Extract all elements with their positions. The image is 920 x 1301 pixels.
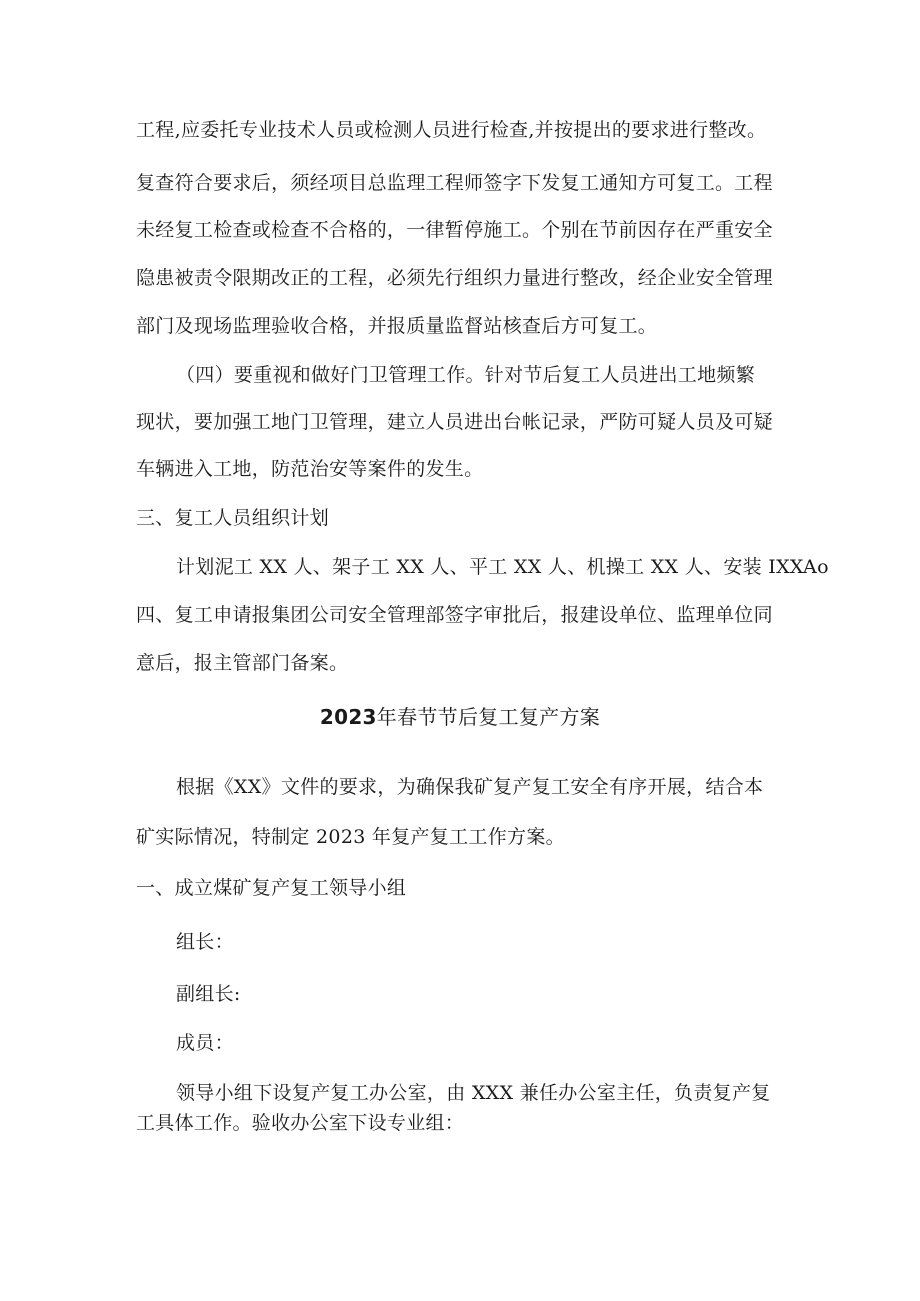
paragraph-line: 意后，报主管部门备案。 (136, 652, 349, 674)
paragraph-line: 部门及现场监理验收合格，并报质量监督站核查后方可复工。 (136, 315, 658, 337)
role-leader: 组长： (176, 931, 234, 953)
paragraph-line: 复查符合要求后，须经项目总监理工程师签字下发复工通知方可复工。工程 (136, 172, 773, 194)
title-year: 2023 (319, 705, 377, 729)
section-heading: 三、复工人员组织计划 (136, 507, 330, 529)
document-title (0, 705, 920, 729)
paragraph-line: 隐患被责令限期改正的工程，必须先行组织力量进行整改，经企业安全管理 (136, 267, 773, 289)
paragraph-line: 工具体工作。验收办公室下设专业组： (136, 1112, 465, 1134)
paragraph-line: 计划泥工 XX 人、架子工 XX 人、平工 XX 人、机操工 XX 人、安装 IXXAo (176, 556, 829, 578)
paragraph-line: 四、复工申请报集团公司安全管理部签字审批后，报建设单位、监理单位同 (136, 604, 773, 626)
paragraph-line: 矿实际情况，特制定 2023 年复产复工工作方案。 (136, 826, 565, 848)
paragraph-line: 现状，要加强工地门卫管理，建立人员进出台帐记录，严防可疑人员及可疑 (136, 411, 773, 433)
paragraph-line: 根据《XX》文件的要求，为确保我矿复产复工安全有序开展，结合本 (176, 776, 764, 798)
paragraph-line: 领导小组下设复产复工办公室，由 XXX 兼任办公室主任，负责复产复 (176, 1082, 771, 1104)
paragraph-line: 未经复工检查或检查不合格的，一律暂停施工。个别在节前因存在严重安全 (136, 219, 773, 241)
role-deputy: 副组长: (176, 983, 241, 1005)
title-text: 年春节节后复工复产方案 (376, 705, 601, 729)
role-members: 成员： (176, 1032, 234, 1054)
paragraph-line: （四）要重视和做好门卫管理工作。针对节后复工人员进出工地频繁 (176, 364, 756, 386)
paragraph-line: 工程,应委托专业技术人员或检测人员进行检查,并按提出的要求进行整改。 (136, 119, 767, 141)
paragraph-line: 车辆进入工地，防范治安等案件的发生。 (136, 458, 484, 480)
section-heading: 一、成立煤矿复产复工领导小组 (136, 877, 407, 899)
